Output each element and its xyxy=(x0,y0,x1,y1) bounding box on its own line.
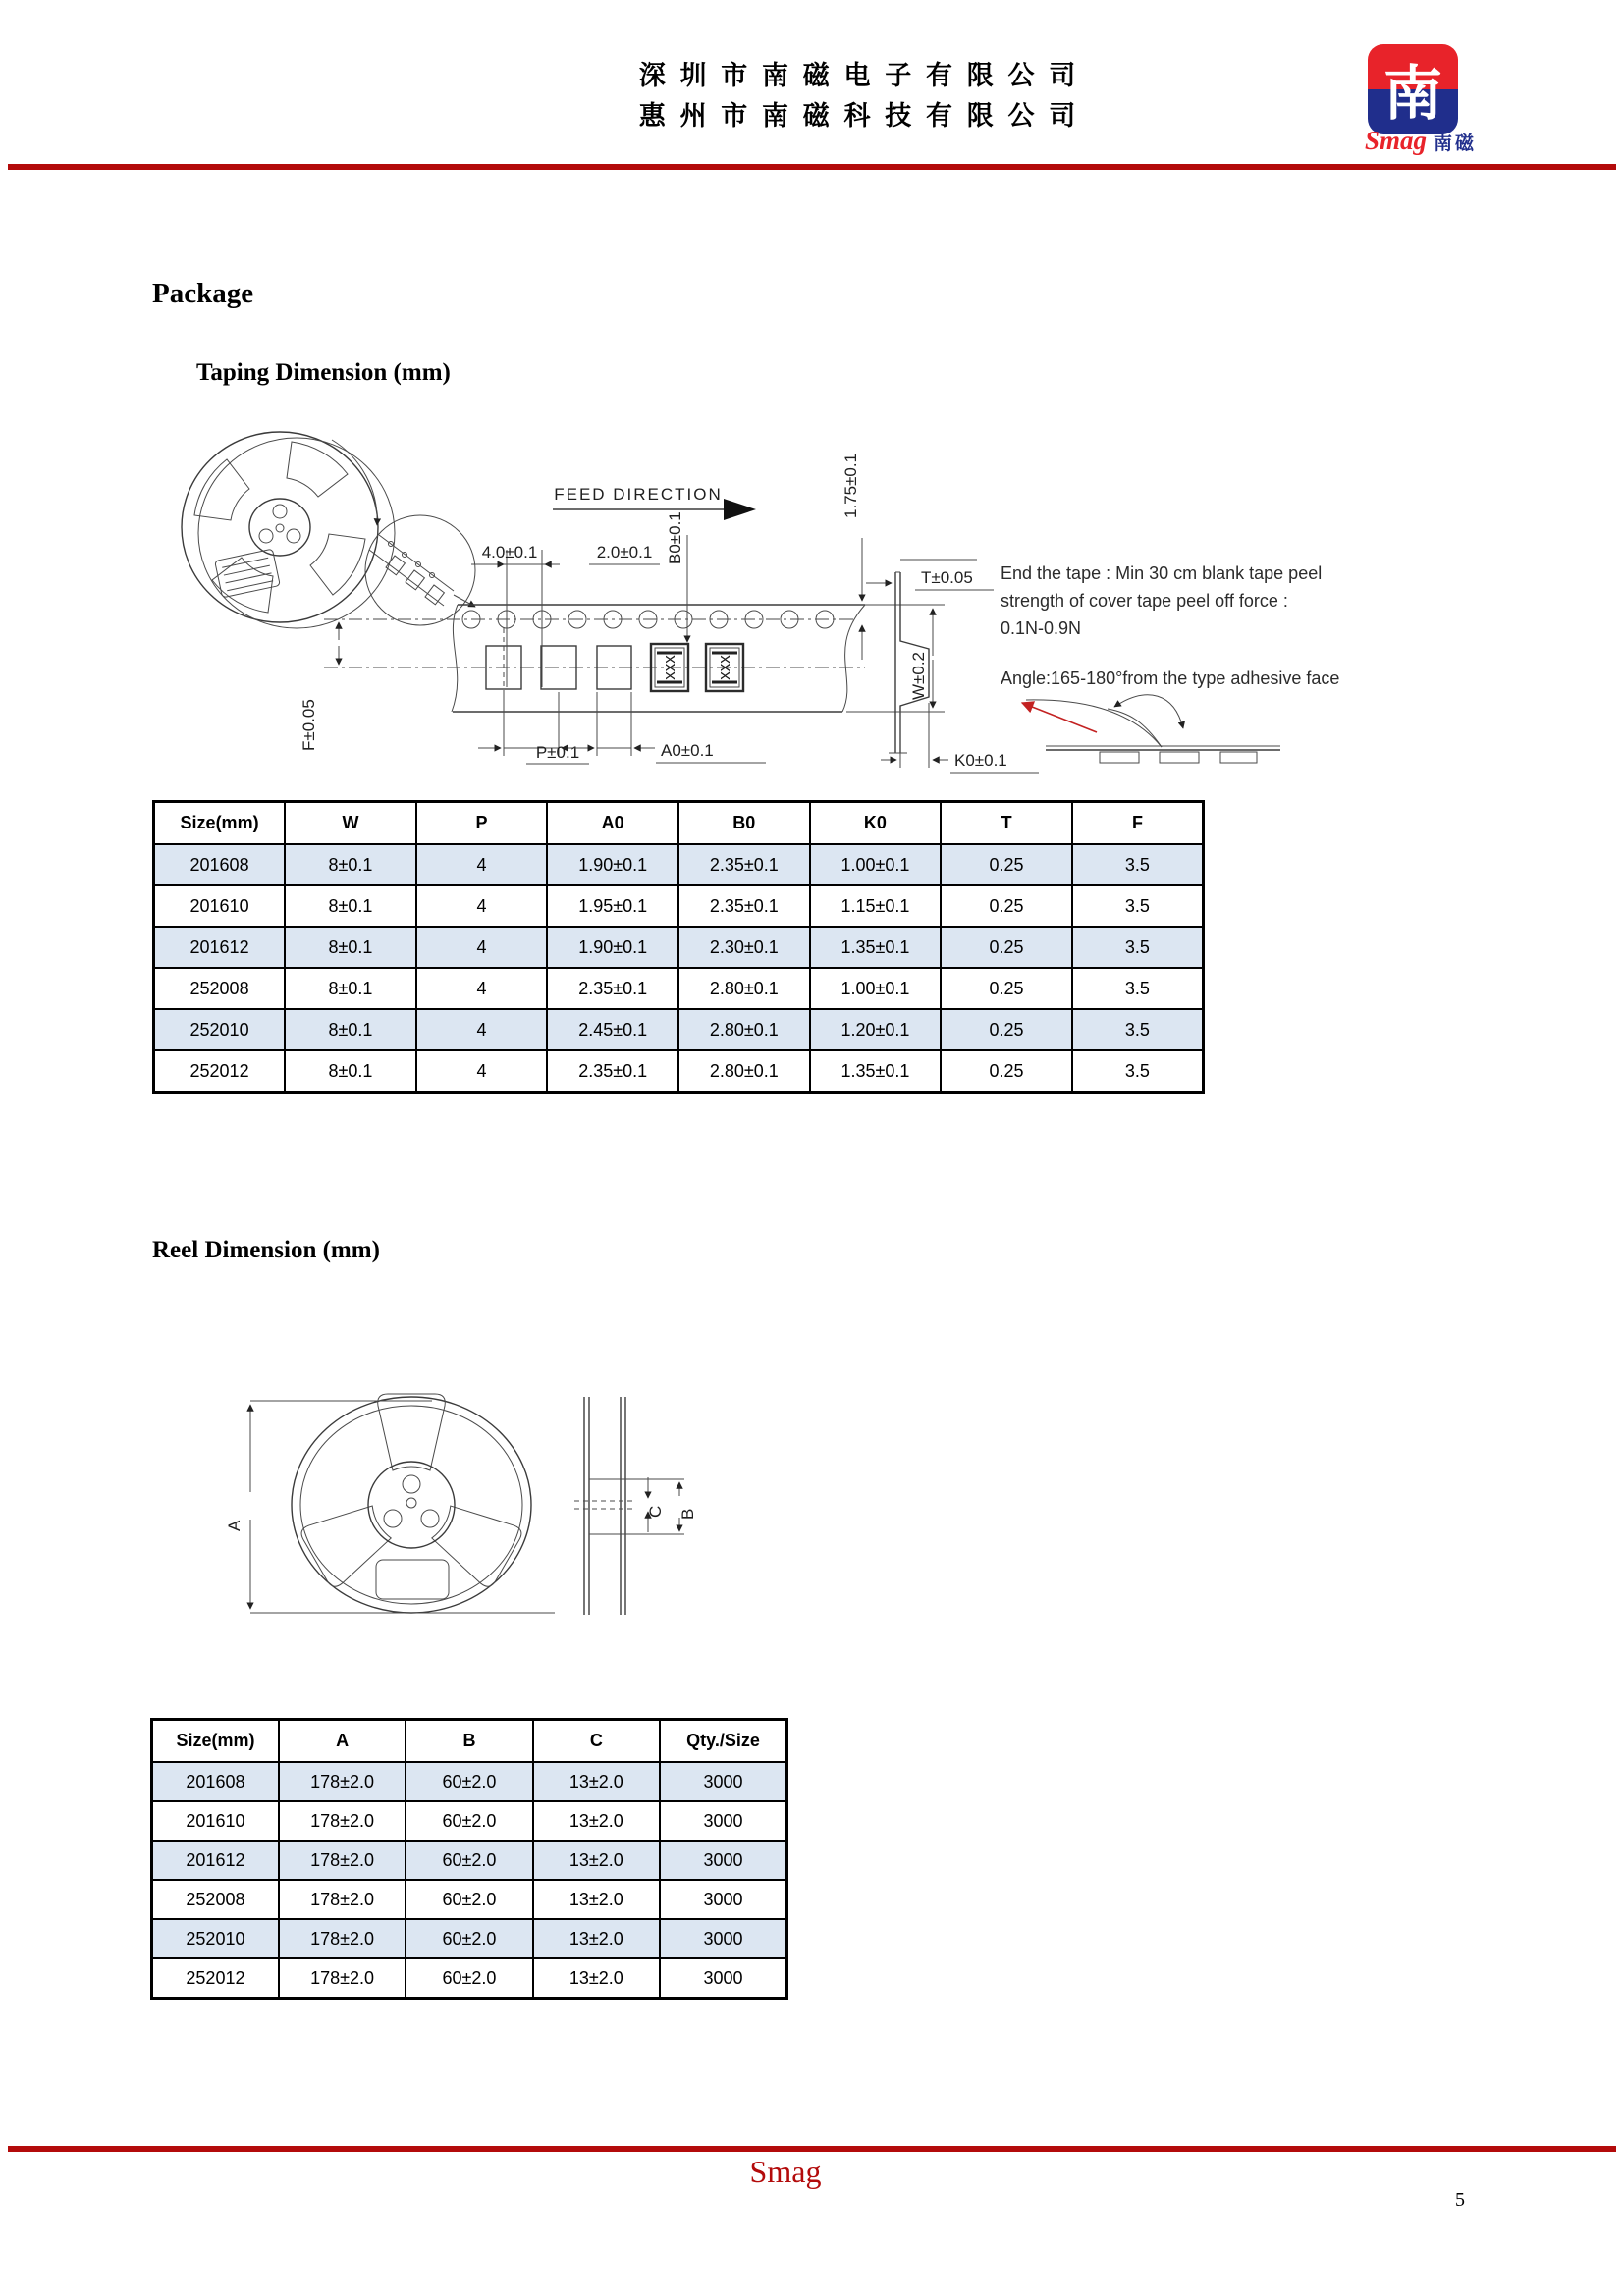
table-cell: 2.45±0.1 xyxy=(547,1009,678,1050)
dim-label-175: 1.75±0.1 xyxy=(841,453,860,518)
table-cell: 178±2.0 xyxy=(279,1958,406,1999)
table-cell: 60±2.0 xyxy=(406,1801,532,1841)
table-cell: 2.30±0.1 xyxy=(678,927,810,968)
subsection-title-reel: Reel Dimension (mm) xyxy=(152,1237,380,1263)
column-header: B0 xyxy=(678,802,810,845)
carrier-tape xyxy=(324,605,865,712)
dim-label-b0: B0±0.1 xyxy=(666,511,684,564)
column-header: A0 xyxy=(547,802,678,845)
table-cell: 1.20±0.1 xyxy=(810,1009,942,1050)
table-cell: 178±2.0 xyxy=(279,1919,406,1958)
table-cell: 1.90±0.1 xyxy=(547,844,678,885)
column-header: P xyxy=(416,802,548,845)
component-marking: xxx xyxy=(660,655,678,680)
table-cell: 201610 xyxy=(152,1801,279,1841)
table-cell: 252012 xyxy=(154,1050,286,1093)
dim-label-k0: K0±0.1 xyxy=(954,751,1007,770)
table-row xyxy=(152,1762,787,1801)
table-cell: 201608 xyxy=(152,1762,279,1801)
table-row xyxy=(154,1050,1204,1093)
table-cell: 1.90±0.1 xyxy=(547,927,678,968)
table-row xyxy=(154,927,1204,968)
column-header: C xyxy=(533,1720,660,1763)
table-cell: 3.5 xyxy=(1072,1009,1204,1050)
taping-notes xyxy=(1001,563,1339,688)
table-cell: 8±0.1 xyxy=(285,885,416,927)
dim-label-b: B xyxy=(678,1508,697,1520)
table-cell: 60±2.0 xyxy=(406,1919,532,1958)
taping-dimension-table xyxy=(152,800,1205,1094)
table-cell: 0.25 xyxy=(941,885,1072,927)
table-cell: 3000 xyxy=(660,1880,786,1919)
table-cell: 1.95±0.1 xyxy=(547,885,678,927)
table-cell: 3.5 xyxy=(1072,885,1204,927)
dim-label-4mm: 4.0±0.1 xyxy=(481,543,538,561)
reel-label-area xyxy=(376,1560,449,1599)
reel-dimension-diagram xyxy=(226,1355,736,1659)
table-cell: 13±2.0 xyxy=(533,1880,660,1919)
company-logo xyxy=(1368,44,1458,134)
table-cell: 3000 xyxy=(660,1841,786,1880)
footer-brand: Smag xyxy=(749,2154,822,2189)
table-cell: 60±2.0 xyxy=(406,1762,532,1801)
table-cell: 2.35±0.1 xyxy=(678,844,810,885)
logo-glyph: 南 xyxy=(1383,62,1442,127)
reel-sketch xyxy=(182,432,475,628)
table-row xyxy=(152,1919,787,1958)
table-cell: 4 xyxy=(416,885,548,927)
table-cell: 252010 xyxy=(152,1919,279,1958)
table-cell: 13±2.0 xyxy=(533,1762,660,1801)
subsection-title-taping: Taping Dimension (mm) xyxy=(196,359,451,386)
dim-label-2mm: 2.0±0.1 xyxy=(596,543,653,561)
table-cell: 0.25 xyxy=(941,1009,1072,1050)
table-row xyxy=(154,968,1204,1009)
company-name-line1: 深 圳 市 南 磁 电 子 有 限 公 司 xyxy=(638,61,1080,90)
note-peel-angle: Angle:165-180°from the type adhesive face xyxy=(1001,668,1340,688)
table-row xyxy=(152,1801,787,1841)
table-cell: 3000 xyxy=(660,1919,786,1958)
table-cell: 2.35±0.1 xyxy=(678,885,810,927)
feed-direction xyxy=(553,485,756,520)
logo-cn-text: 南磁 xyxy=(1434,133,1478,154)
column-header: K0 xyxy=(810,802,942,845)
peel-angle-sketch xyxy=(1022,695,1280,763)
table-cell: 201608 xyxy=(154,844,286,885)
column-header: W xyxy=(285,802,416,845)
table-cell: 2.80±0.1 xyxy=(678,1050,810,1093)
note-end-tape-line1: End the tape : Min 30 cm blank tape peel xyxy=(1001,563,1323,583)
table-cell: 178±2.0 xyxy=(279,1880,406,1919)
table-cell: 60±2.0 xyxy=(406,1958,532,1999)
component-marking: xxx xyxy=(715,655,733,680)
table-row xyxy=(152,1880,787,1919)
table-cell: 252012 xyxy=(152,1958,279,1999)
table-cell: 8±0.1 xyxy=(285,844,416,885)
table-cell: 201612 xyxy=(152,1841,279,1880)
table-row xyxy=(154,844,1204,885)
table-cell: 8±0.1 xyxy=(285,927,416,968)
table-cell: 1.00±0.1 xyxy=(810,844,942,885)
table-cell: 0.25 xyxy=(941,1050,1072,1093)
table-cell: 4 xyxy=(416,968,548,1009)
dim-label-p: P±0.1 xyxy=(535,743,580,762)
table-row xyxy=(154,1009,1204,1050)
table-cell: 1.35±0.1 xyxy=(810,927,942,968)
table-cell: 178±2.0 xyxy=(279,1762,406,1801)
company-name-line2: 惠 州 市 南 磁 科 技 有 限 公 司 xyxy=(638,101,1080,131)
table-cell: 201612 xyxy=(154,927,286,968)
table-cell: 8±0.1 xyxy=(285,1050,416,1093)
dim-label-w: W±0.2 xyxy=(909,651,928,700)
table-cell: 3000 xyxy=(660,1801,786,1841)
table-cell: 4 xyxy=(416,844,548,885)
table-cell: 178±2.0 xyxy=(279,1841,406,1880)
column-header: F xyxy=(1072,802,1204,845)
dim-label-f: F±0.05 xyxy=(299,699,318,751)
reel-front-view xyxy=(292,1394,531,1613)
header-rule xyxy=(8,164,1616,170)
table-cell: 201610 xyxy=(154,885,286,927)
column-header: Qty./Size xyxy=(660,1720,786,1763)
table-cell: 178±2.0 xyxy=(279,1801,406,1841)
table-header-row xyxy=(152,1720,787,1763)
table-cell: 1.35±0.1 xyxy=(810,1050,942,1093)
taping-dimension-diagram xyxy=(167,422,1532,795)
table-cell: 13±2.0 xyxy=(533,1958,660,1999)
footer-rule xyxy=(8,2146,1616,2152)
logo-caption xyxy=(1347,126,1494,155)
feed-direction-label: FEED DIRECTION xyxy=(554,485,723,504)
table-cell: 2.35±0.1 xyxy=(547,1050,678,1093)
column-header: Size(mm) xyxy=(154,802,286,845)
table-cell: 3.5 xyxy=(1072,927,1204,968)
magnifier-circle xyxy=(365,515,475,625)
table-cell: 3.5 xyxy=(1072,844,1204,885)
table-cell: 4 xyxy=(416,1009,548,1050)
table-cell: 1.15±0.1 xyxy=(810,885,942,927)
table-cell: 13±2.0 xyxy=(533,1841,660,1880)
reel-label-sketch xyxy=(215,549,281,598)
table-cell: 4 xyxy=(416,1050,548,1093)
table-cell: 3000 xyxy=(660,1958,786,1999)
table-cell: 60±2.0 xyxy=(406,1880,532,1919)
page-number: 5 xyxy=(1455,2189,1465,2211)
table-cell: 252010 xyxy=(154,1009,286,1050)
feed-direction-arrow xyxy=(724,499,756,520)
note-end-tape-line2: strength of cover tape peel off force : xyxy=(1001,591,1288,611)
table-cell: 60±2.0 xyxy=(406,1841,532,1880)
table-cell: 8±0.1 xyxy=(285,968,416,1009)
table-cell: 4 xyxy=(416,927,548,968)
table-cell: 13±2.0 xyxy=(533,1801,660,1841)
column-header: Size(mm) xyxy=(152,1720,279,1763)
table-cell: 0.25 xyxy=(941,844,1072,885)
table-row xyxy=(152,1841,787,1880)
dim-label-a0: A0±0.1 xyxy=(661,741,714,760)
table-cell: 0.25 xyxy=(941,927,1072,968)
column-header: B xyxy=(406,1720,532,1763)
table-cell: 13±2.0 xyxy=(533,1919,660,1958)
table-cell: 3000 xyxy=(660,1762,786,1801)
table-cell: 3.5 xyxy=(1072,968,1204,1009)
column-header: T xyxy=(941,802,1072,845)
table-cell: 3.5 xyxy=(1072,1050,1204,1093)
table-header-row xyxy=(154,802,1204,845)
note-end-tape-line3: 0.1N-0.9N xyxy=(1001,618,1082,638)
table-cell: 8±0.1 xyxy=(285,1009,416,1050)
table-cell: 0.25 xyxy=(941,968,1072,1009)
table-cell: 2.80±0.1 xyxy=(678,1009,810,1050)
table-cell: 252008 xyxy=(154,968,286,1009)
peel-direction-red-arrow xyxy=(1022,703,1097,732)
column-header: A xyxy=(279,1720,406,1763)
table-row xyxy=(154,885,1204,927)
dim-a xyxy=(225,1401,555,1613)
reel-dimension-table xyxy=(150,1718,788,2000)
table-cell: 252008 xyxy=(152,1880,279,1919)
dim-label-t: T±0.05 xyxy=(921,568,973,587)
company-header xyxy=(393,56,1326,136)
dim-label-c: C xyxy=(646,1505,665,1518)
logo-script-text: Smag xyxy=(1364,126,1427,155)
table-cell: 2.80±0.1 xyxy=(678,968,810,1009)
table-row xyxy=(152,1958,787,1999)
dim-label-a: A xyxy=(225,1520,244,1531)
reel-side-view xyxy=(574,1397,697,1615)
table-cell: 1.00±0.1 xyxy=(810,968,942,1009)
table-cell: 2.35±0.1 xyxy=(547,968,678,1009)
section-title-package: Package xyxy=(152,278,254,309)
